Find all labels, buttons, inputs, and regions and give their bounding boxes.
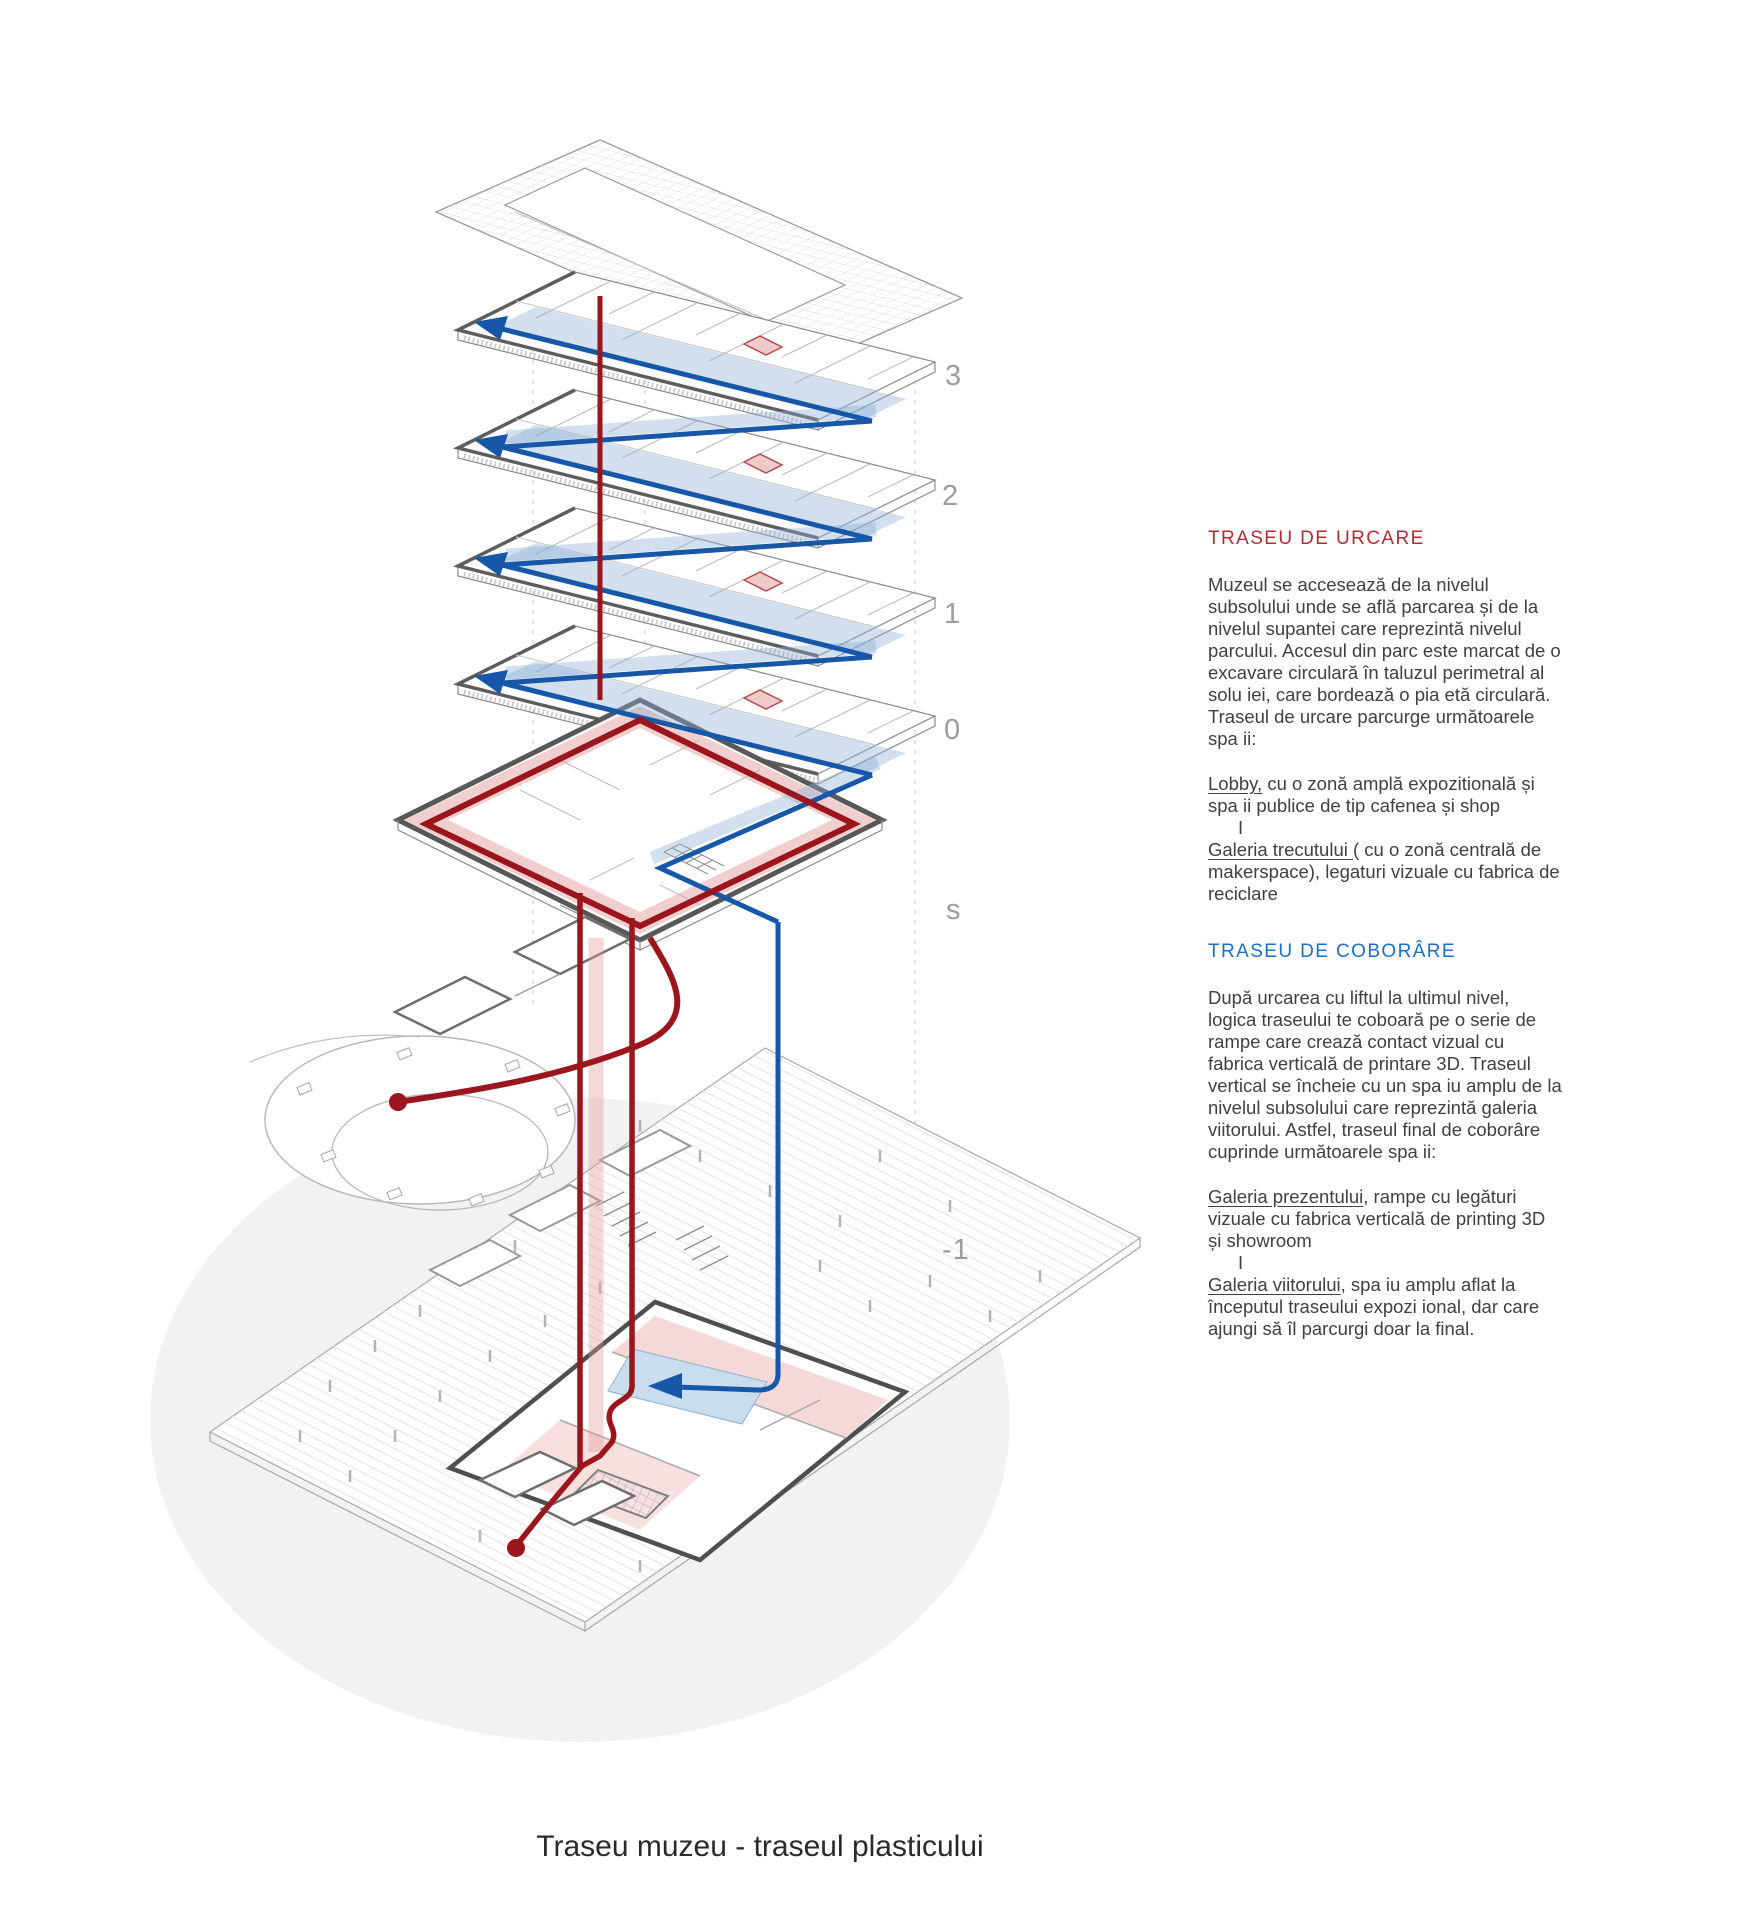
- ascent-end-dot: [507, 1539, 525, 1557]
- ascent-item-galeria-trecutului-lead: Galeria trecutului: [1208, 839, 1353, 860]
- descent-item-galeria-prezentului: [1208, 1186, 1562, 1252]
- level-label-2: 2: [942, 480, 960, 512]
- level-label-minus-1: -1: [942, 1234, 970, 1266]
- diagram-caption: Traseu muzeu - traseul plasticului: [536, 1830, 984, 1863]
- legend-panel: [1208, 528, 1562, 1340]
- ascent-item-galeria-trecutului-rest: ( cu o zonă centrală de makerspace), legaturi vizuale cu fabrica de reciclare: [1208, 839, 1560, 904]
- ascent-item-lobby-rest: cu o zonă amplă expozitională și spa ii publice de tip cafenea și shop: [1208, 773, 1535, 816]
- descent-item-galeria-prezentului-lead: Galeria prezentului: [1208, 1186, 1364, 1207]
- descent-connector: I: [1238, 1252, 1244, 1273]
- ascent-connector: I: [1238, 817, 1244, 838]
- descent-item-galeria-viitorului: [1208, 1274, 1562, 1340]
- level-label-3: 3: [945, 360, 963, 392]
- level-label-s: s: [946, 894, 962, 926]
- ascent-intro: Muzeul se accesează de la nivelul subsolului unde se află parcarea și de la nivelul supantei care reprezintă nivelul parcului. Accesul din parc este marcat de o excavare circulară în taluzul perimetral al solu iei, care bordează o pia etă circulară. Traseul de urcare parcurge următoarele spa ii:: [1208, 574, 1561, 749]
- ascent-section-title: TRASEU DE URCARE: [1208, 528, 1425, 549]
- descent-item-galeria-viitorului-lead: Galeria viitorului: [1208, 1274, 1341, 1295]
- level-label-1: 1: [944, 598, 962, 630]
- descent-section-title: TRASEU DE COBORÂRE: [1208, 941, 1456, 962]
- ascent-item-lobby-lead: Lobby,: [1208, 773, 1263, 794]
- ascent-item-lobby: [1208, 773, 1562, 817]
- level-label-0: 0: [944, 714, 962, 746]
- descent-item-galeria-viitorului-rest: , spa iu amplu aflat la începutul traseului expozi ional, dar care ajungi să îl parcurgi doar la final.: [1208, 1274, 1540, 1339]
- ascent-item-galeria-trecutului: [1208, 839, 1562, 905]
- descent-intro: După urcarea cu liftul la ultimul nivel, logica traseului te coboară pe o serie de rampe care crează contact vizual cu fabrica verticală de printare 3D. Traseul vertical se încheie cu un spa iu amplu de la nivelul subsolului care reprezintă galeria viitorului. Astfel, traseul final de coborâre cuprinde următoarele spa ii:: [1208, 987, 1562, 1162]
- descent-item-galeria-prezentului-rest: , rampe cu legături vizuale cu fabrica verticală de printing 3D și showroom: [1208, 1186, 1546, 1251]
